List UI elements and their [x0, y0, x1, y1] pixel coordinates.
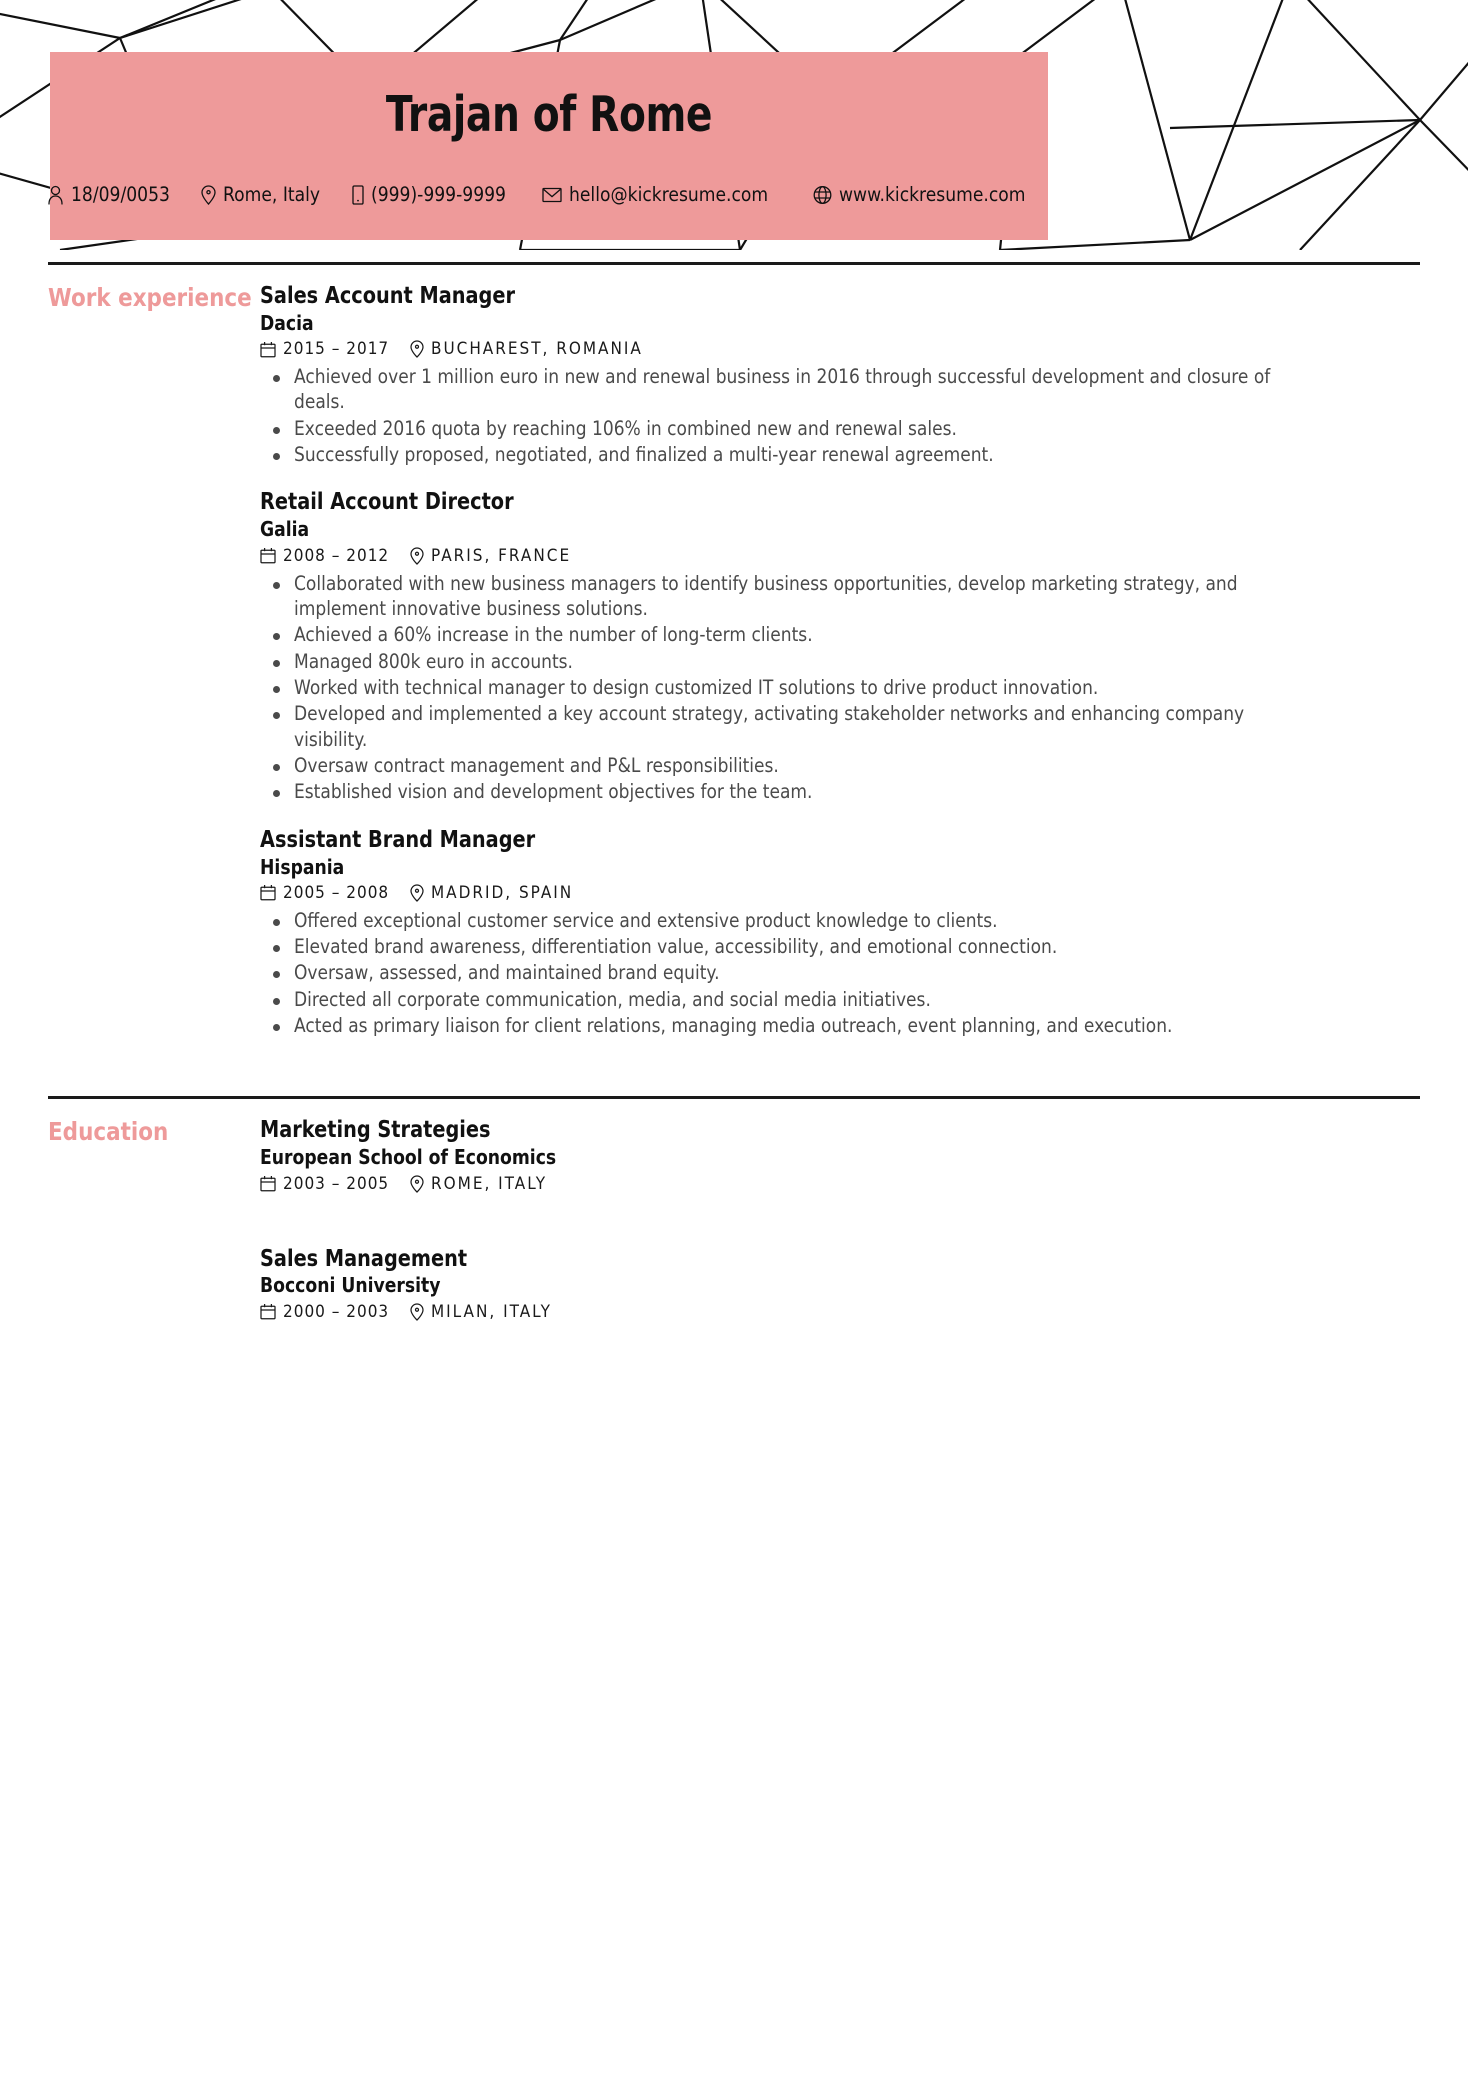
contact-item-location [201, 183, 333, 206]
entry-bullet-list [260, 364, 1420, 467]
entry-location: MADRID, SPAIN [430, 882, 574, 903]
location-pin-icon [410, 340, 424, 358]
label-rule [48, 262, 260, 265]
experience-entry [260, 489, 1420, 804]
calendar-icon [260, 341, 276, 358]
bullet-text: Developed and implemented a key account strategy, activating stakeholder networks and enhancing company visibility. [294, 702, 1245, 751]
location-pin-icon [410, 1175, 424, 1193]
experience-entry [260, 283, 1420, 467]
bullet-text: Achieved a 60% increase in the number of long-term clients. [294, 623, 813, 647]
entry-meta [260, 1174, 1420, 1194]
entry-spacer [260, 1194, 1420, 1224]
education-entry [260, 1117, 1420, 1193]
entry-organization: Hispania [260, 854, 345, 879]
resume-body [0, 240, 1468, 1322]
location-value: Rome, Italy [223, 183, 321, 206]
entry-location: MILAN, ITALY [430, 1301, 552, 1322]
calendar-icon [260, 547, 276, 564]
bullet-item [260, 364, 1420, 415]
entry-dates: 2005 – 2008 [283, 882, 390, 903]
bullet-item [260, 442, 1420, 467]
location-pin-icon [410, 1303, 424, 1321]
bullet-text: Established vision and development objectives for the team. [294, 780, 813, 804]
content-rule [260, 262, 1420, 265]
bullet-text: Elevated brand awareness, differentiation value, accessibility, and emotional connection. [294, 935, 1058, 959]
phone-icon [352, 185, 364, 205]
entry-title: Sales Management [260, 1245, 468, 1272]
bullet-item [260, 701, 1420, 752]
contact-row [50, 183, 1048, 206]
bullet-text: Achieved over 1 million euro in new and renewal business in 2016 through successful development and closure of deals. [294, 365, 1271, 414]
bullet-text: Worked with technical manager to design customized IT solutions to drive product innovation. [294, 675, 1099, 699]
entry-dates: 2015 – 2017 [283, 339, 390, 360]
bullet-text: Oversaw, assessed, and maintained brand equity. [294, 961, 720, 985]
bullet-text: Successfully proposed, negotiated, and finalized a multi-year renewal agreement. [294, 443, 994, 467]
email-value: hello@kickresume.com [568, 183, 769, 206]
header-band [50, 52, 1048, 240]
bullet-item [260, 622, 1420, 647]
calendar-icon [260, 1303, 276, 1320]
label-rule [48, 1096, 260, 1099]
location-pin-icon [410, 884, 424, 902]
entry-bullet-list [260, 908, 1420, 1039]
entry-dates: 2000 – 2003 [283, 1301, 390, 1322]
location-pin-icon [201, 185, 216, 205]
bullet-item [260, 908, 1420, 933]
entry-location: BUCHAREST, ROMANIA [430, 339, 643, 360]
calendar-icon [260, 884, 276, 901]
bullet-item [260, 675, 1420, 700]
contact-item-birthdate [47, 183, 183, 206]
entry-title: Marketing Strategies [260, 1117, 491, 1144]
section-label-column [0, 1074, 260, 1321]
entry-meta [260, 546, 1420, 566]
globe-icon [813, 185, 832, 205]
entry-organization: Bocconi University [260, 1273, 441, 1298]
entry-bullet-list [260, 571, 1420, 805]
bullet-text: Directed all corporate communication, media, and social media initiatives. [294, 987, 931, 1011]
bullet-item [260, 416, 1420, 441]
entry-meta [260, 883, 1420, 903]
bullet-text: Exceeded 2016 quota by reaching 106% in combined new and renewal sales. [294, 416, 957, 440]
section-label-column [0, 240, 260, 1038]
entry-location: ROME, ITALY [430, 1173, 547, 1194]
bullet-item [260, 1013, 1420, 1038]
education-entry [260, 1246, 1420, 1322]
entry-organization: European School of Economics [260, 1145, 557, 1170]
bullet-text: Collaborated with new business managers to identify business opportunities, develop marketing strategy, and implement innovative business solutions. [294, 571, 1238, 620]
section-title-work-experience: Work experience [48, 283, 252, 312]
bullet-item [260, 987, 1420, 1012]
entry-organization: Dacia [260, 310, 314, 335]
section-content-column [260, 1074, 1468, 1321]
section-work-experience [0, 240, 1468, 1038]
website-value: www.kickresume.com [839, 183, 1026, 206]
person-icon [47, 185, 64, 205]
bullet-item [260, 934, 1420, 959]
birthdate-value: 18/09/0053 [70, 183, 170, 206]
bullet-item [260, 960, 1420, 985]
phone-value: (999)-999-9999 [370, 183, 506, 206]
experience-entry [260, 827, 1420, 1039]
bullet-text: Offered exceptional customer service and extensive product knowledge to clients. [294, 908, 998, 932]
content-rule [260, 1096, 1420, 1099]
bullet-text: Managed 800k euro in accounts. [294, 649, 573, 673]
bullet-item [260, 779, 1420, 804]
entry-organization: Galia [260, 517, 310, 542]
entry-dates: 2003 – 2005 [283, 1173, 390, 1194]
section-spacer [0, 1038, 1468, 1074]
bullet-item [260, 571, 1420, 622]
entry-meta [260, 1302, 1420, 1322]
contact-item-phone [352, 183, 524, 206]
entry-title: Sales Account Manager [260, 283, 516, 309]
page-title: Trajan of Rome [385, 86, 713, 143]
entry-location: PARIS, FRANCE [430, 545, 572, 566]
bullet-item [260, 753, 1420, 778]
bullet-text: Acted as primary liaison for client relations, managing media outreach, event planning, and execution. [294, 1014, 1173, 1038]
section-education [0, 1074, 1468, 1321]
contact-item-email [542, 183, 795, 206]
bullet-text: Oversaw contract management and P&L responsibilities. [294, 753, 779, 777]
envelope-icon [542, 187, 562, 203]
entry-dates: 2008 – 2012 [283, 545, 390, 566]
section-content-column [260, 240, 1468, 1038]
entry-title: Retail Account Director [260, 489, 514, 516]
entry-meta [260, 339, 1420, 359]
calendar-icon [260, 1175, 276, 1192]
location-pin-icon [410, 547, 424, 565]
contact-item-website [813, 183, 1051, 206]
section-title-education: Education [48, 1117, 169, 1147]
entry-title: Assistant Brand Manager [260, 826, 536, 853]
bullet-item [260, 649, 1420, 674]
